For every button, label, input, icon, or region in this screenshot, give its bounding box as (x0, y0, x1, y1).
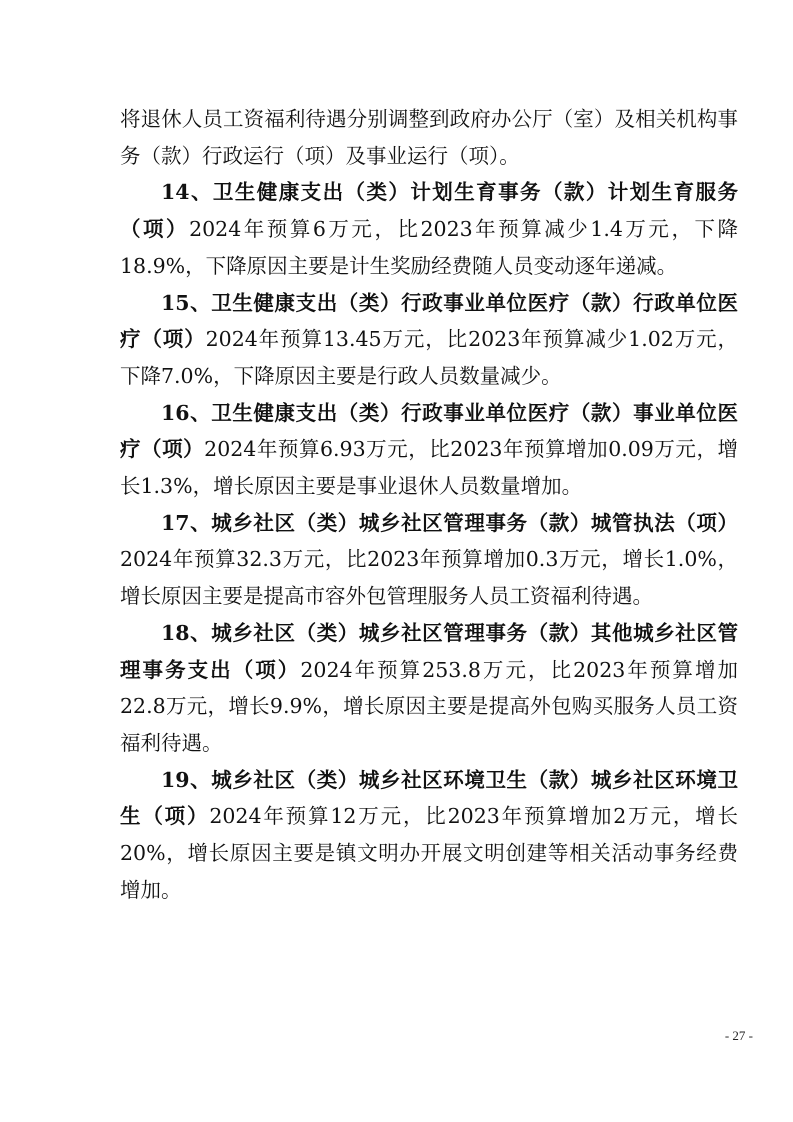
paragraph-item-17 (120, 505, 738, 615)
paragraph-intro (120, 101, 738, 174)
paragraph-heading: 16、卫生健康支出（类）行政事业单位医疗（款）事业单位医疗（项） (120, 400, 738, 462)
paragraph-text: 2024年预算12万元，比2023年预算增加2万元，增长20%，增长原因主要是镇文明办开展文明创建等相关活动事务经费增加。 (120, 804, 738, 902)
paragraph-text: 2024年预算13.45万元，比2023年预算减少1.02万元，下降7.0%，下降原因主要是行政人员数量减少。 (120, 327, 738, 388)
paragraph-heading: 18、城乡社区（类）城乡社区管理事务（款）其他城乡社区管理事务支出（项） (120, 620, 738, 682)
paragraph-text: 2024年预算6.93万元，比2023年预算增加0.09万元，增长1.3%，增长原因主要是事业退休人员数量增加。 (120, 437, 738, 499)
paragraph-text: 2024年预算32.3万元，比2023年预算增加0.3万元，增长1.0%，增长原因主要是提高市容外包管理服务人员工资福利待遇。 (120, 547, 738, 609)
paragraph-item-19 (120, 762, 738, 909)
paragraph-heading: 17、城乡社区（类）城乡社区管理事务（款）城管执法（项） (161, 510, 738, 535)
paragraph-item-18 (120, 615, 738, 762)
paragraph-item-15 (120, 285, 738, 395)
paragraph-text: 2024年预算253.8万元，比2023年预算增加22.8万元，增长9.9%，增长原因主要是提高外包购买服务人员工资福利待遇。 (120, 657, 739, 755)
body-text (120, 101, 738, 908)
paragraph-text: 2024年预算6万元，比2023年预算减少1.4万元，下降18.9%，下降原因主要是计生奖励经费随人员变动逐年递减。 (120, 217, 738, 278)
page-number: - 27 - (724, 1028, 753, 1043)
paragraph-item-14 (120, 174, 738, 284)
paragraph-item-16 (120, 395, 738, 505)
paragraph-heading: 15、卫生健康支出（类）行政事业单位医疗（款）行政单位医疗（项） (120, 290, 738, 352)
paragraph-heading: 19、城乡社区（类）城乡社区环境卫生（款）城乡社区环境卫生（项） (120, 767, 738, 829)
paragraph-text: 将退休人员工资福利待遇分别调整到政府办公厅（室）及相关机构事务（款）行政运行（项）及事业运行（项）。 (120, 107, 738, 168)
paragraph-heading: 14、卫生健康支出（类）计划生育事务（款）计划生育服务（项） (120, 180, 738, 242)
